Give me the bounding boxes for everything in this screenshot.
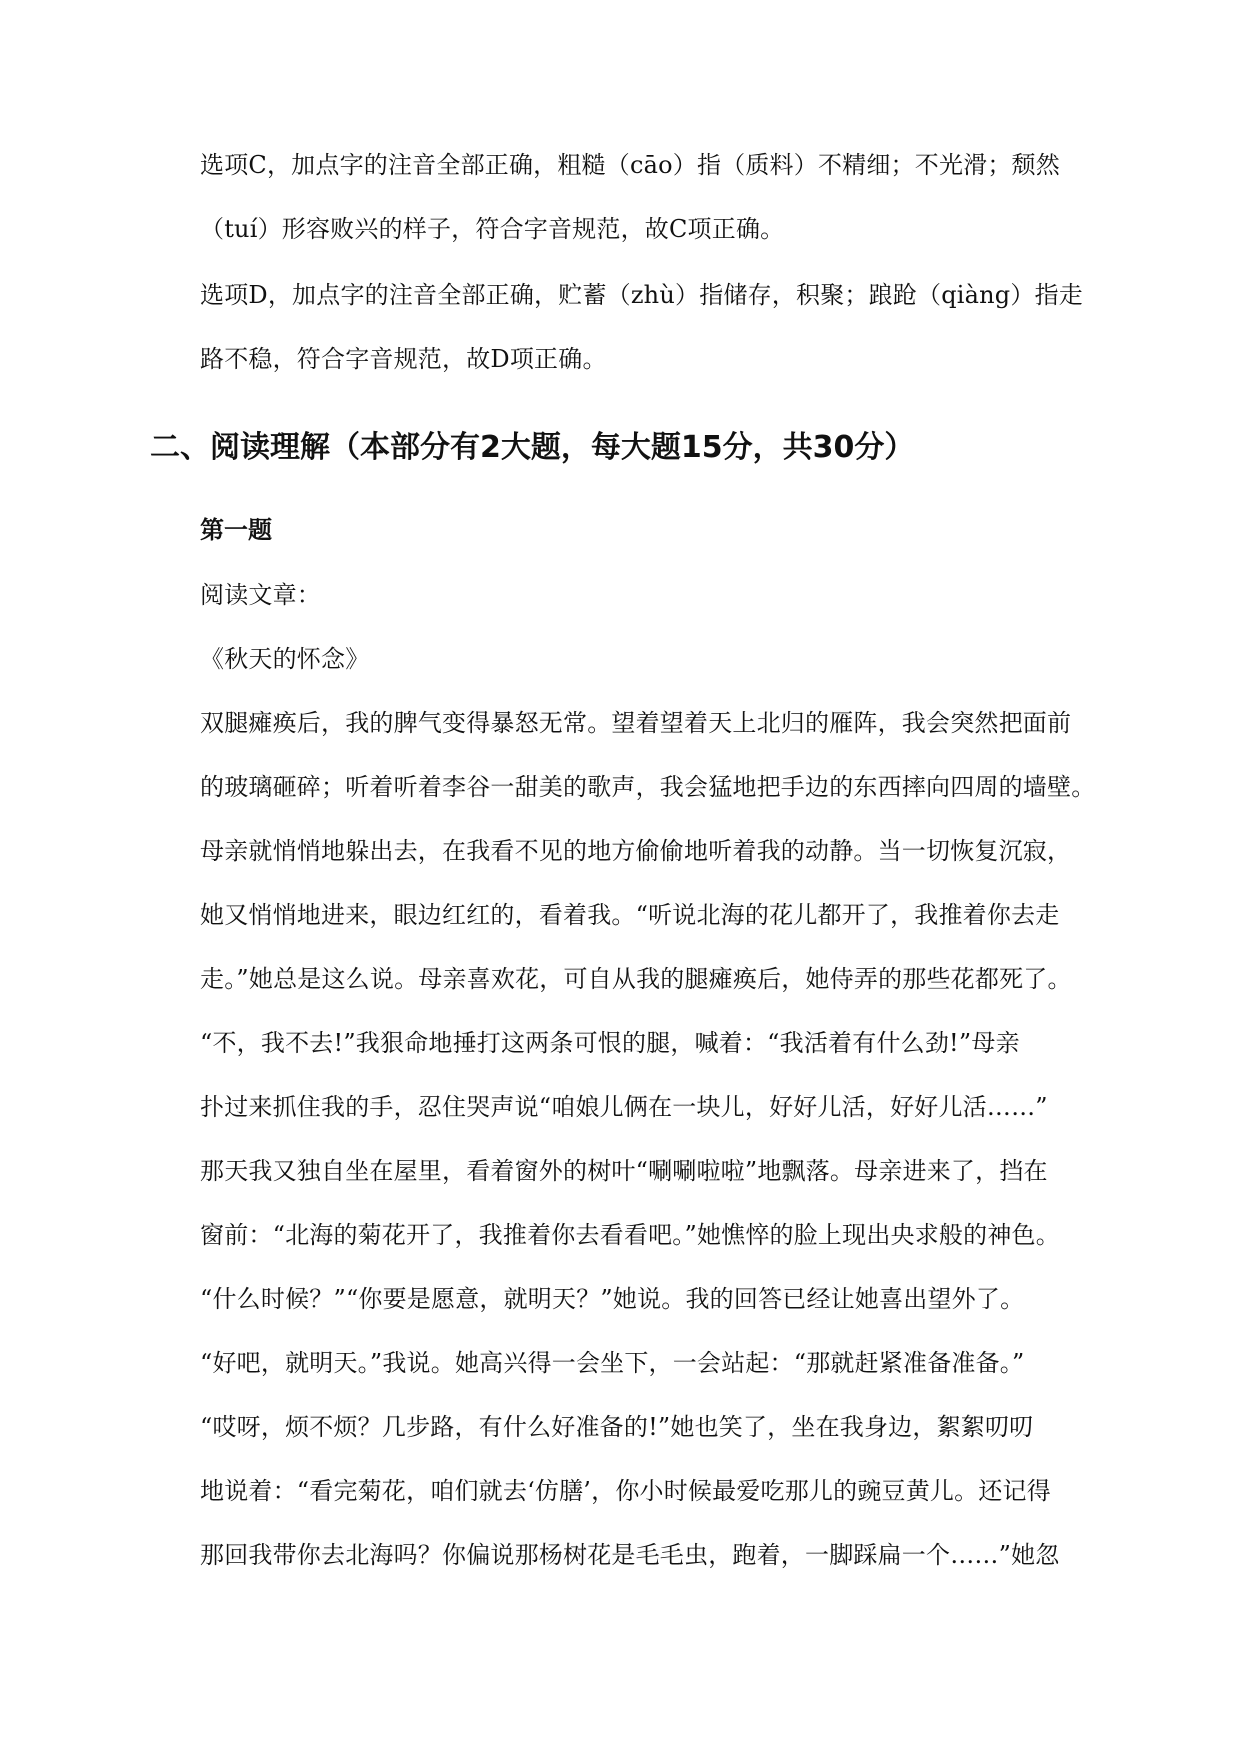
- article-line: 扑过来抓住我的手，忍住哭声说“咱娘儿俩在一块儿，好好儿活，好好儿活……”: [200, 1093, 1048, 1121]
- article-line: 那天我又独自坐在屋里，看着窗外的树叶“唰唰啦啦”地飘落。母亲进来了，挡在: [200, 1157, 1048, 1185]
- option-c-line-1: 选项C，加点字的注音全部正确，粗糙（cāo）指（质料）不精细；不光滑；颓然: [200, 151, 1060, 179]
- question-title: 第一题: [200, 516, 272, 544]
- article-line: 她又悄悄地进来，眼边红红的，看着我。“听说北海的花儿都开了，我推着你去走: [200, 901, 1060, 929]
- article-line: 地说着：“看完菊花，咱们就去‘仿膳’，你小时候最爱吃那儿的豌豆黄儿。还记得: [200, 1477, 1051, 1505]
- section-heading: 二、阅读理解（本部分有2大题，每大题15分，共30分）: [150, 430, 915, 465]
- article-line: “哎呀，烦不烦？几步路，有什么好准备的!”她也笑了，坐在我身边，絮絮叨叨: [200, 1413, 1034, 1441]
- article-line: 窗前：“北海的菊花开了，我推着你去看看吧。”她憔悴的脸上现出央求般的神色。: [200, 1221, 1060, 1249]
- instruction-text: 阅读文章：: [200, 581, 321, 609]
- article-line: 的玻璃砸碎；听着听着李谷一甜美的歌声，我会猛地把手边的东西摔向四周的墙壁。: [200, 773, 1096, 801]
- option-d-line-2: 路不稳，符合字音规范，故D项正确。: [200, 345, 607, 373]
- article-line: 走。”她总是这么说。母亲喜欢花，可自从我的腿瘫痪后，她侍弄的那些花都死了。: [200, 965, 1072, 993]
- article-line: “不，我不去!”我狠命地捶打这两条可恨的腿，喊着：“我活着有什么劲!”母亲: [200, 1029, 1020, 1057]
- article-line: “什么时候？”“你要是愿意，就明天？”她说。我的回答已经让她喜出望外了。: [200, 1285, 1025, 1313]
- article-line: “好吧，就明天。”我说。她高兴得一会坐下，一会站起：“那就赶紧准备准备。”: [200, 1349, 1025, 1377]
- article-line: 母亲就悄悄地躲出去，在我看不见的地方偷偷地听着我的动静。当一切恢复沉寂，: [200, 837, 1072, 865]
- option-d-line-1: 选项D，加点字的注音全部正确，贮蓄（zhù）指储存，积聚；踉跄（qiàng）指走: [200, 281, 1083, 309]
- article-title: 《秋天的怀念》: [200, 645, 370, 673]
- option-c-line-2: （tuí）形容败兴的样子，符合字音规范，故C项正确。: [200, 215, 785, 243]
- article-line: 那回我带你去北海吗？你偏说那杨树花是毛毛虫，跑着，一脚踩扁一个……”她忽: [200, 1541, 1060, 1569]
- article-line: 双腿瘫痪后，我的脾气变得暴怒无常。望着望着天上北归的雁阵，我会突然把面前: [200, 709, 1072, 737]
